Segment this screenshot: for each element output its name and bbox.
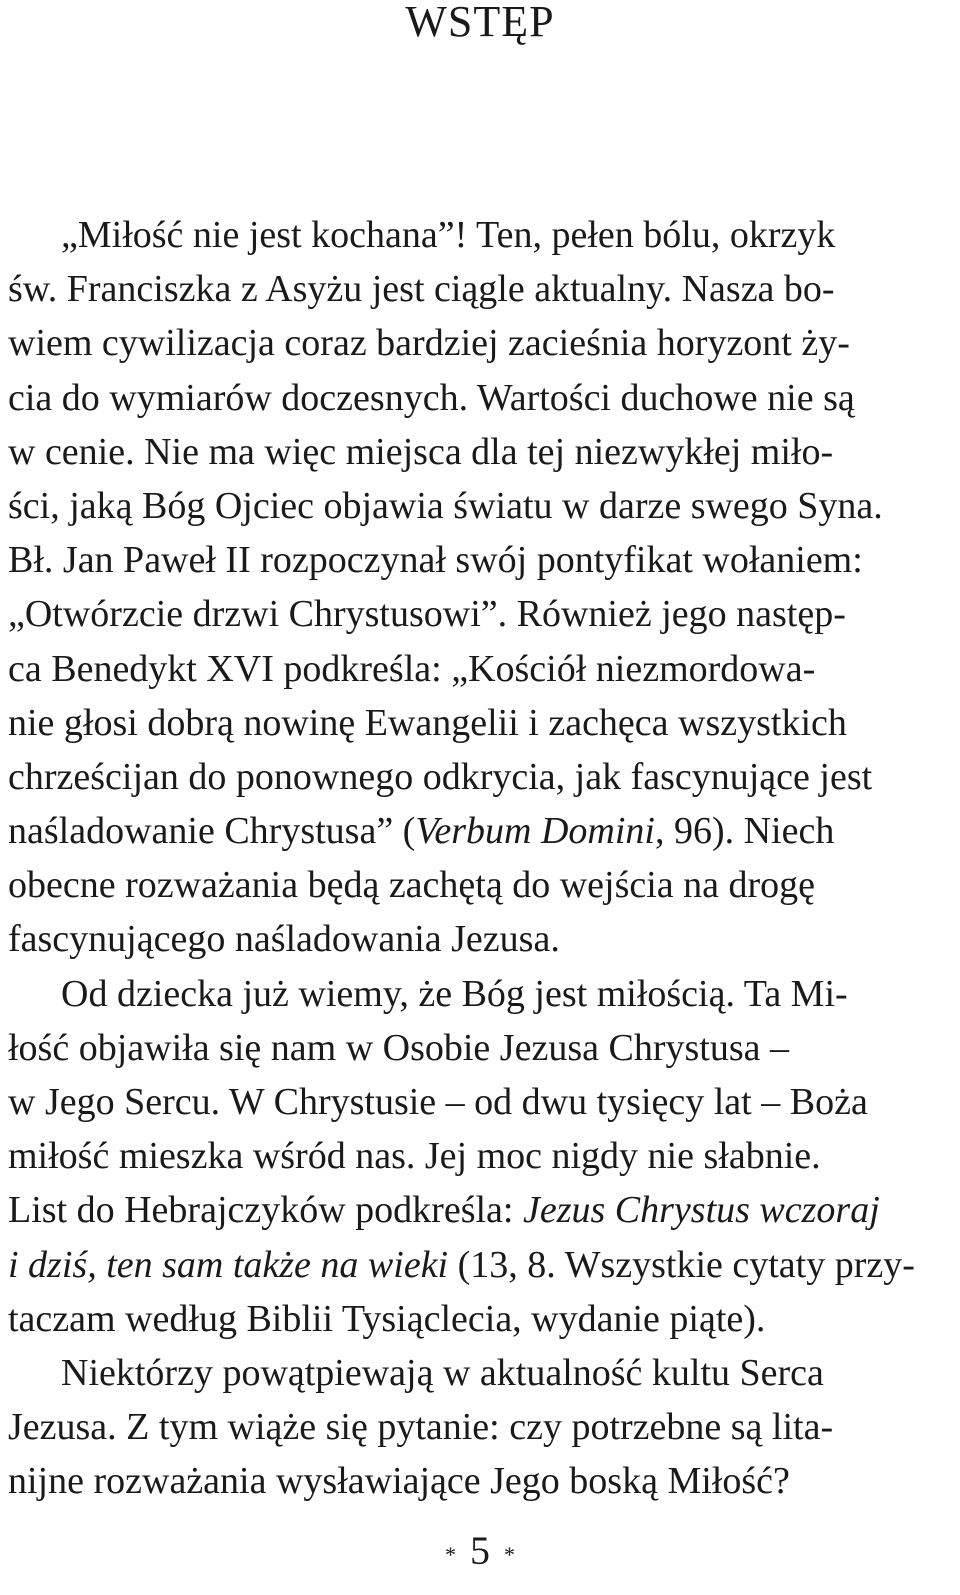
text-segment: Niektórzy powątpiewają w aktualność kultu Serca: [61, 1351, 824, 1394]
text-line: [8, 1400, 938, 1454]
italic-text-segment: Jezus Chrystus wczoraj: [522, 1189, 880, 1232]
text-segment: „Miłość nie jest kochana”! Ten, pełen bólu, okrzyk: [61, 214, 836, 256]
text-segment: taczam według Biblii Tysiąclecia, wydanie piąte).: [8, 1297, 766, 1340]
text-segment: w cenie. Nie ma więc miejsca dla tej niezwykłej miło-: [8, 430, 834, 473]
text-line: [8, 1454, 938, 1508]
text-line: [8, 262, 938, 316]
text-line: [8, 858, 938, 912]
page-title: WSTĘP: [405, 0, 555, 46]
body-text: [8, 208, 938, 1509]
text-line: [8, 750, 938, 804]
text-segment: Jezusa. Z tym wiąże się pytanie: czy potrzebne są lita-: [8, 1406, 834, 1449]
text-line: [8, 642, 938, 696]
text-line: [8, 1021, 938, 1075]
text-line: [8, 1238, 938, 1292]
text-segment: cia do wymiarów doczesnych. Wartości duchowe nie są: [8, 376, 855, 419]
text-segment: , 96). Niech: [654, 810, 835, 853]
text-segment: miłość mieszka wśród nas. Jej moc nigdy nie słabnie.: [8, 1135, 821, 1178]
italic-text-segment: Verbum Domini: [415, 810, 655, 853]
ornament-star-icon: *: [445, 1541, 456, 1567]
text-segment: św. Franciszka z Asyżu jest ciągle aktualny. Nasza bo-: [8, 268, 835, 311]
text-segment: nijne rozważania wysławiające Jego boską Miłość?: [8, 1460, 790, 1503]
text-segment: „Otwórzcie drzwi Chrystusowi”. Również jego następ-: [8, 593, 846, 636]
text-line: [8, 479, 938, 533]
text-line: [8, 1346, 938, 1400]
text-segment: łość objawiła się nam w Osobie Jezusa Chrystusa –: [8, 1026, 789, 1069]
text-segment: wiem cywilizacja coraz bardziej zacieśnia horyzont ży-: [8, 322, 850, 365]
text-segment: naśladowanie Chrystusa” (: [8, 810, 416, 853]
text-segment: nie głosi dobrą nowinę Ewangelii i zachęca wszystkich: [8, 701, 847, 744]
text-line: [8, 316, 938, 370]
text-line: [8, 371, 938, 425]
italic-text-segment: i dziś, ten sam także na wieki: [8, 1243, 449, 1286]
text-line: [8, 912, 938, 966]
text-line: [8, 1075, 938, 1129]
text-segment: List do Hebrajczyków podkreśla:: [8, 1189, 523, 1232]
page-number: 5: [470, 1528, 490, 1573]
text-segment: chrześcijan do ponownego odkrycia, jak fascynujące jest: [8, 755, 873, 798]
text-segment: ca Benedykt XVI podkreśla: „Kościół niezmordowa-: [8, 647, 816, 690]
ornament-star-icon: *: [504, 1541, 515, 1567]
text-segment: Bł. Jan Paweł II rozpoczynał swój pontyfikat wołaniem:: [8, 539, 863, 582]
text-line: [8, 1129, 938, 1183]
text-line: [8, 1183, 938, 1237]
text-segment: ści, jaką Bóg Ojciec objawia światu w darze swego Syna.: [8, 484, 883, 527]
text-line: [8, 1292, 938, 1346]
text-line: [8, 696, 938, 750]
text-line: [8, 967, 938, 1021]
text-line: [8, 208, 938, 262]
text-segment: (13, 8. Wszystkie cytaty przy-: [448, 1243, 915, 1286]
text-line: [8, 804, 938, 858]
text-segment: fascynującego naśladowania Jezusa.: [8, 918, 560, 961]
text-segment: obecne rozważania będą zachętą do wejścia na drogę: [8, 864, 816, 907]
text-line: [8, 533, 938, 587]
text-segment: Od dziecka już wiemy, że Bóg jest miłością. Ta Mi-: [61, 972, 848, 1015]
page-number-footer: [0, 1527, 960, 1579]
text-line: [8, 587, 938, 641]
text-segment: w Jego Sercu. W Chrystusie – od dwu tysięcy lat – Boża: [8, 1081, 868, 1123]
text-line: [8, 425, 938, 479]
